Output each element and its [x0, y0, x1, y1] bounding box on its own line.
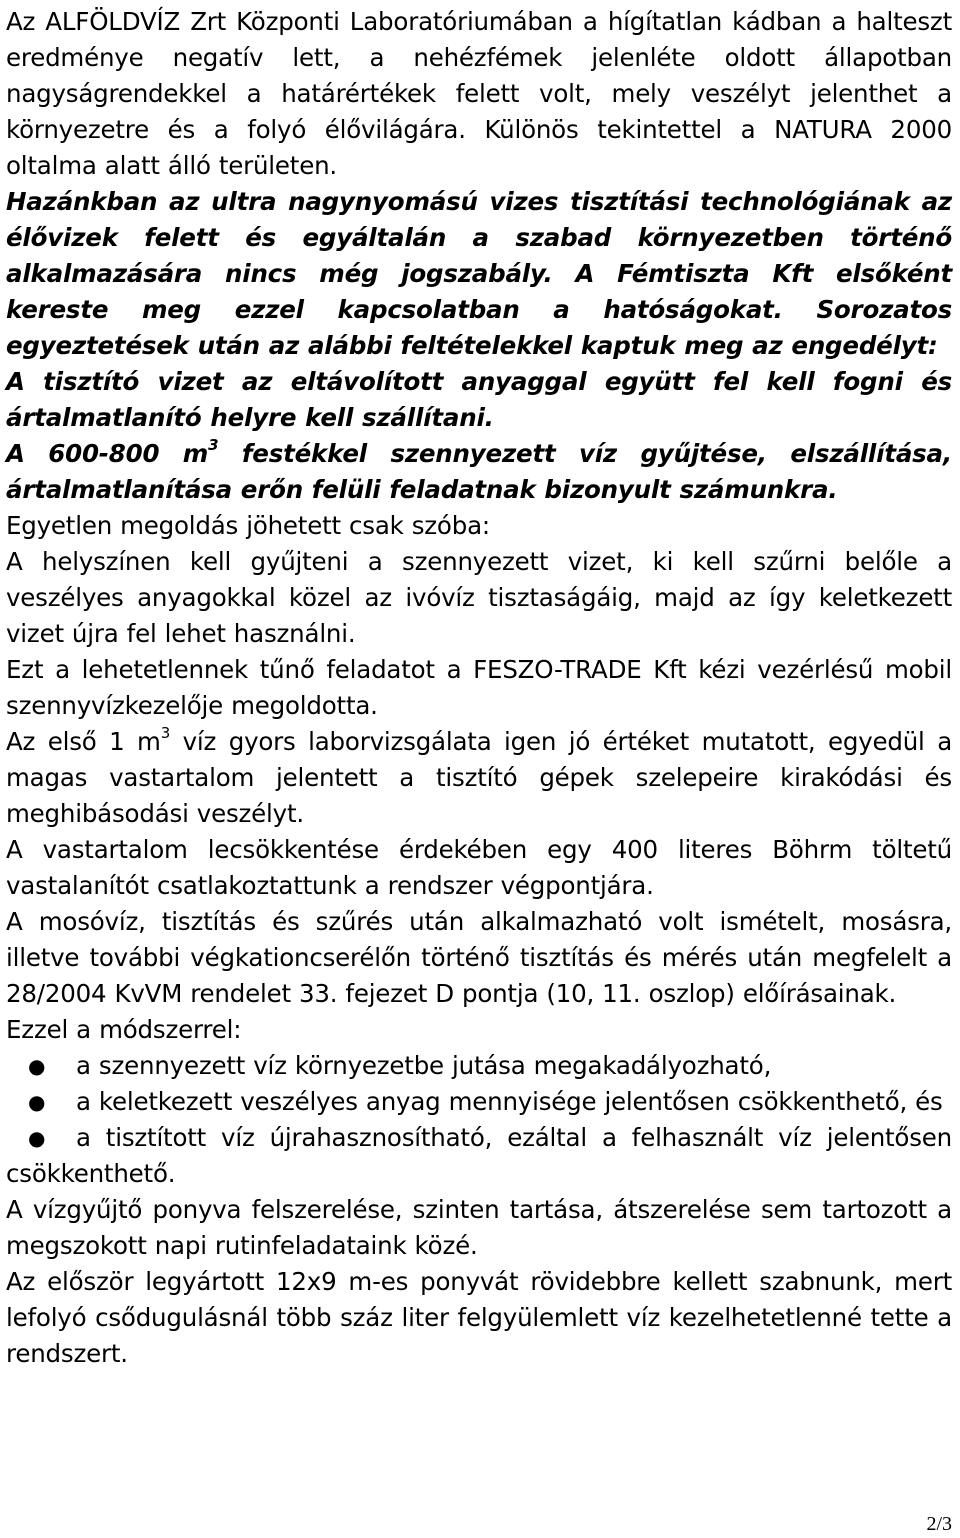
- first-sample-text-end: víz gyors laborvizsgálata igen jó értéket mutatott, egyedül a magas vastartalom jelentett a tisztító gépek szelepeire kirakódási és meghibásodási veszélyt.: [6, 727, 953, 828]
- bullet-icon: ●: [28, 1126, 46, 1150]
- volume-text-end: festékkel szennyezett víz gyűjtése, elszállítása, ártalmatlanítása erőn felüli feladatnak bizonyult számunkra.: [6, 439, 952, 504]
- paragraph-feszo-trade: Ezt a lehetetlennek tűnő feladatot a FESZO-TRADE Kft kézi vezérlésű mobil szennyvízkezelője megoldotta.: [6, 655, 952, 720]
- paragraph-washing-water: A mosóvíz, tisztítás és szűrés után alkalmazható volt ismételt, mosásra, illetve további végkationcserélőn történő tisztítás és mérés után megfelelt a 28/2004 KvVM rendelet 33. fejezet D pontja (10, 11. oszlop) előírásainak.: [6, 907, 952, 1008]
- paragraph-tarp-resize: Az először legyártott 12x9 m-es ponyvát rövidebbre kellett szabnunk, mert lefolyó csődugulásnál több száz liter felgyülemlett víz kezelhetetlenné tette a rendszert.: [6, 1267, 952, 1368]
- volume-exponent: 3: [208, 436, 219, 454]
- paragraph-regulation: Hazánkban az ultra nagynyomású vizes tisztítási technológiának az élővizek felett és egyáltalán a szabad környezetben történő alkalmazására nincs még jogszabály. A Fémtiszta Kft elsőként kereste meg ezzel kapcsolatban a hatóságokat. Sorozatos egyeztetések után az alábbi feltételekkel kaptuk meg az engedélyt:: [6, 187, 952, 360]
- volume-text-start: A 600-800 m: [6, 439, 209, 468]
- first-sample-exponent: 3: [160, 724, 171, 742]
- method-benefits-list: [6, 1048, 952, 1192]
- paragraph-permit-condition: A tisztító vizet az eltávolított anyaggal együtt fel kell fogni és ártalmatlanító helyre kell szállítani.: [6, 367, 952, 432]
- page-number: 2/3: [926, 1513, 952, 1535]
- document-body: [6, 4, 952, 1372]
- list-item-text: a szennyezett víz környezetbe jutása megakadályozható,: [76, 1051, 772, 1080]
- bullet-icon: ●: [28, 1054, 46, 1078]
- paragraph-tarp-installation: A vízgyűjtő ponyva felszerelése, szinten tartása, átszerelése sem tartozott a megszokott napi rutinfeladataink közé.: [6, 1195, 952, 1260]
- paragraph-on-site-collection: A helyszínen kell gyűjteni a szennyezett vizet, ki kell szűrni belőle a veszélyes anyagokkal közel az ivóvíz tisztaságáig, majd az így keletkezett vizet újra fel lehet használni.: [6, 547, 952, 648]
- paragraph-first-sample: [6, 724, 952, 832]
- list-item: [6, 1048, 952, 1084]
- paragraph-single-solution: Egyetlen megoldás jöhetett csak szóba:: [6, 511, 490, 540]
- paragraph-iron-removal: A vastartalom lecsökkentése érdekében egy 400 literes Böhrm töltetű vastalanítót csatlakoztattunk a rendszer végpontjára.: [6, 835, 952, 900]
- paragraph-method-intro: Ezzel a módszerrel:: [6, 1015, 242, 1044]
- list-item: [6, 1120, 952, 1192]
- list-item: [6, 1084, 952, 1120]
- list-item-text: a tisztított víz újrahasznosítható, ezáltal a felhasznált víz jelentősen csökkenthető.: [6, 1123, 952, 1188]
- list-item-text: a keletkezett veszélyes anyag mennyisége jelentősen csökkenthető, és: [76, 1087, 943, 1116]
- paragraph-volume: [6, 436, 952, 508]
- paragraph-lab-results: Az ALFÖLDVÍZ Zrt Központi Laboratóriumában a hígítatlan kádban a halteszt eredménye negatív lett, a nehézfémek jelenléte oldott állapotban nagyságrendekkel a határértékek felett volt, mely veszélyt jelenthet a környezetre és a folyó élővilágára. Különös tekintettel a NATURA 2000 oltalma alatt álló területen.: [6, 7, 952, 180]
- first-sample-text-start: Az első 1 m: [6, 727, 161, 756]
- bullet-icon: ●: [28, 1090, 46, 1114]
